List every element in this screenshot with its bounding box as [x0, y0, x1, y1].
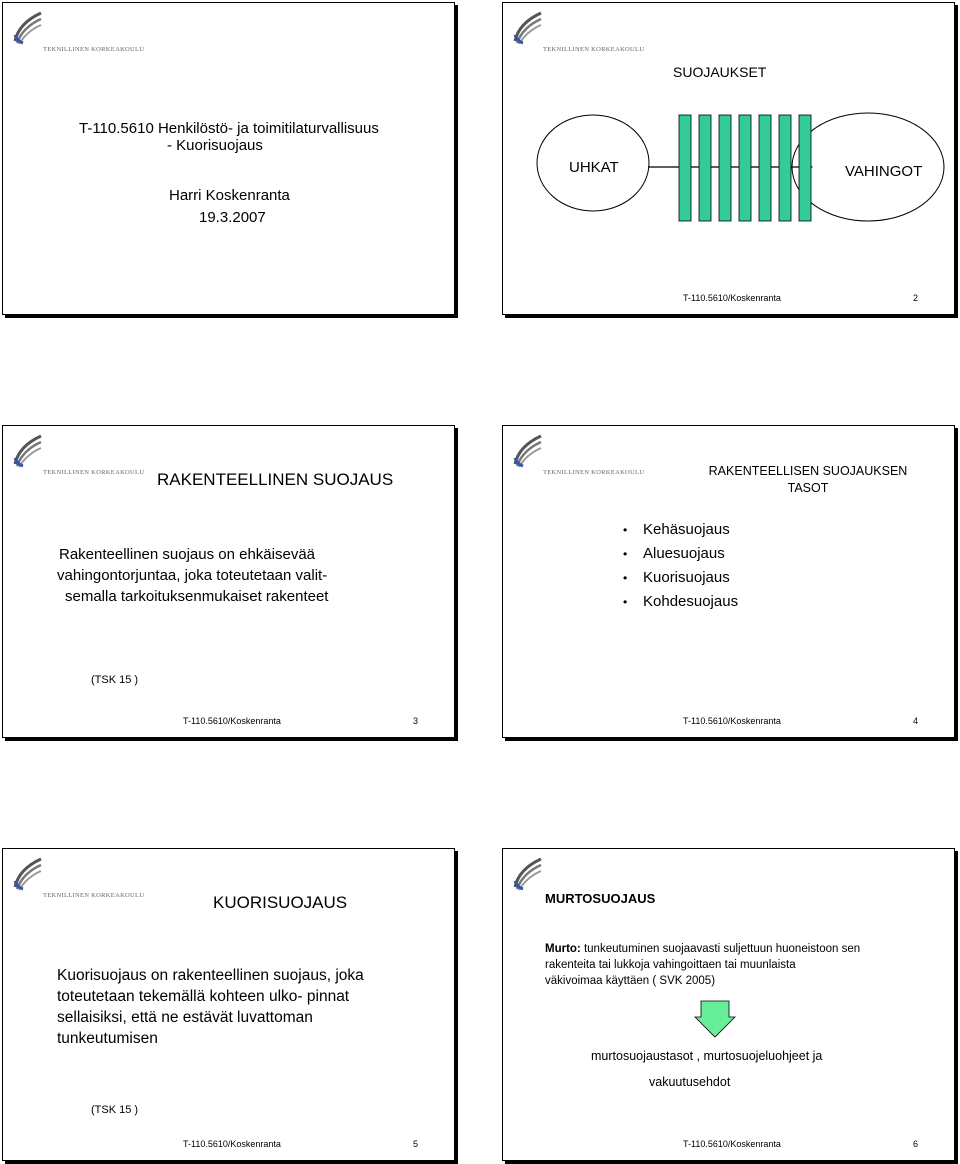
logo-text: TEKNILLINEN KORKEAKOULU	[43, 46, 145, 53]
page-number: 2	[912, 293, 918, 303]
page-number: 5	[412, 1139, 418, 1149]
barrier-bar	[739, 115, 751, 221]
page-number: 3	[412, 716, 418, 726]
body-line: vahingontorjuntaa, joka toteutetaan valit-	[57, 567, 328, 584]
definition-line: väkivoimaa käyttäen ( SVK 2005)	[545, 975, 716, 987]
definition-line	[545, 941, 860, 957]
source-reference: (TSK 15 )	[91, 674, 139, 686]
barrier-bar	[779, 115, 791, 221]
logo-swoosh-icon	[513, 857, 543, 891]
footer-course: T-110.5610/Koskenranta	[683, 293, 781, 303]
slide-3	[2, 425, 455, 738]
logo-text: TEKNILLINEN KORKEAKOULU	[543, 469, 645, 476]
barrier-group	[679, 115, 811, 221]
logo-text: TEKNILLINEN KORKEAKOULU	[543, 46, 645, 53]
protection-levels-list	[623, 518, 738, 614]
university-logo	[13, 857, 143, 897]
university-logo	[13, 11, 143, 51]
barrier-bar	[759, 115, 771, 221]
slide-2	[502, 2, 955, 315]
logo-swoosh-icon	[513, 434, 543, 468]
heading-line: TASOT	[787, 481, 829, 495]
barrier-bar	[679, 115, 691, 221]
result-line: vakuutusehdot	[649, 1075, 731, 1089]
date: 19.3.2007	[199, 209, 266, 226]
footer-course: T-110.5610/Koskenranta	[183, 1139, 281, 1149]
slide-6	[502, 848, 955, 1161]
author: Harri Koskenranta	[169, 187, 290, 204]
definition-text: tunkeutuminen suojaavasti suljettuun huoneistoon sen	[580, 943, 861, 955]
body-line: toteutetaan tekemällä kohteen ulko- pinnat	[57, 988, 350, 1005]
logo-text: TEKNILLINEN KORKEAKOULU	[43, 892, 145, 899]
damage-label: VAHINGOT	[845, 163, 923, 180]
definition-line: rakenteita tai lukkoja vahingoittaen tai muunlaista	[545, 959, 796, 971]
body-line: Rakenteellinen suojaus on ehkäisevää	[59, 546, 316, 563]
logo-swoosh-icon	[13, 11, 43, 45]
footer-course: T-110.5610/Koskenranta	[683, 716, 781, 726]
slide-body	[57, 544, 328, 607]
body-line: sellaisiksi, että ne estävät luvattoman	[57, 1009, 313, 1026]
heading-line: RAKENTEELLISEN SUOJAUKSEN	[708, 464, 908, 478]
page-number: 4	[912, 716, 918, 726]
body-line: Kuorisuojaus on rakenteellinen suojaus, joka	[57, 967, 364, 984]
slide-heading	[673, 463, 943, 497]
university-logo	[513, 11, 643, 51]
slide-4	[502, 425, 955, 738]
definition-block	[545, 941, 860, 989]
barrier-bar	[719, 115, 731, 221]
university-logo	[13, 434, 143, 474]
list-item: • Kohdesuojaus	[623, 590, 738, 614]
footer-course: T-110.5610/Koskenranta	[183, 716, 281, 726]
barrier-bar	[799, 115, 811, 221]
threats-label: UHKAT	[569, 159, 619, 176]
slide-1	[2, 2, 455, 315]
slide-subtitle: - Kuorisuojaus	[167, 137, 263, 154]
source-reference: (TSK 15 )	[91, 1104, 139, 1116]
slide-heading: KUORISUOJAUS	[213, 893, 348, 912]
body-line: tunkeutumisen	[57, 1030, 158, 1047]
list-item: • Kuorisuojaus	[623, 566, 738, 590]
result-line: murtosuojaustasot , murtosuojeluohjeet ja	[591, 1049, 823, 1063]
page-number: 6	[912, 1139, 918, 1149]
barrier-bar	[699, 115, 711, 221]
logo-swoosh-icon	[513, 11, 543, 45]
university-logo	[513, 434, 643, 474]
logo-swoosh-icon	[13, 857, 43, 891]
slide-title: T-110.5610 Henkilöstö- ja toimitilaturvallisuus	[79, 120, 379, 137]
down-arrow-icon	[693, 999, 737, 1039]
list-item: • Kehäsuojaus	[623, 518, 738, 542]
slide-heading: SUOJAUKSET	[673, 64, 767, 80]
slide-body	[57, 965, 364, 1049]
list-item: • Aluesuojaus	[623, 542, 738, 566]
slide-heading: RAKENTEELLINEN SUOJAUS	[157, 470, 394, 489]
body-line: semalla tarkoituksenmukaiset rakenteet	[65, 588, 329, 605]
slide-heading: MURTOSUOJAUS	[545, 891, 656, 906]
slide-5	[2, 848, 455, 1161]
footer-course: T-110.5610/Koskenranta	[683, 1139, 781, 1149]
definition-term: Murto:	[545, 943, 581, 955]
logo-text: TEKNILLINEN KORKEAKOULU	[43, 469, 145, 476]
logo-swoosh-icon	[13, 434, 43, 468]
